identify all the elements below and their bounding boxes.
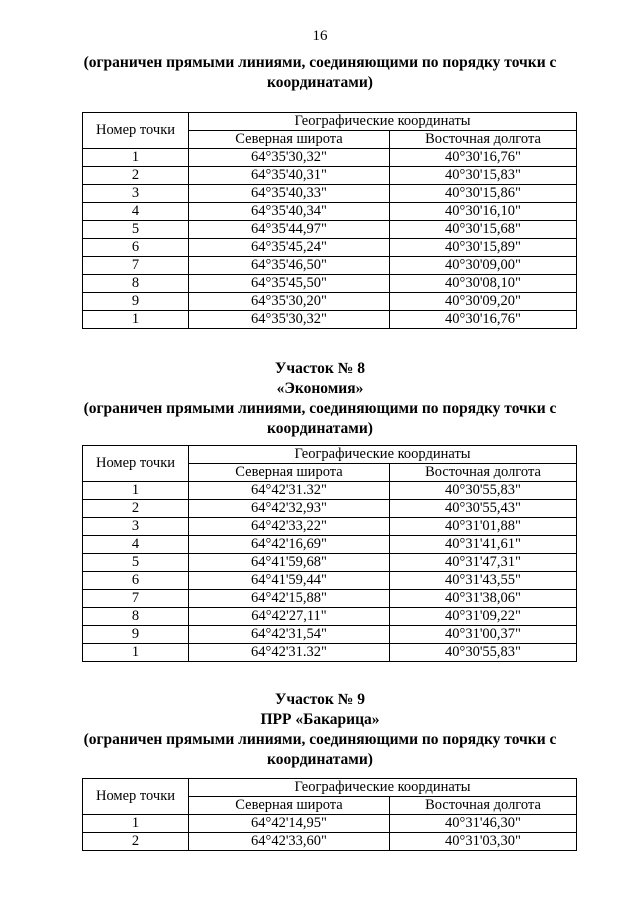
table-row — [83, 257, 577, 275]
table-row — [83, 482, 577, 500]
table-row — [83, 554, 577, 572]
caption-line: координатами) — [267, 74, 373, 91]
coordinates-table-1 — [82, 112, 577, 329]
longitude-cell: 40°30'09,00" — [390, 257, 577, 275]
table-row — [83, 221, 577, 239]
table-row — [83, 203, 577, 221]
latitude-cell: 64°35'40,33" — [189, 185, 390, 203]
table-row — [83, 500, 577, 518]
longitude-cell: 40°30'15,83" — [390, 167, 577, 185]
longitude-header: Восточная долгота — [390, 131, 577, 149]
caption-line: (ограничен прямыми линиями, соединяющими по порядку точки с — [83, 400, 557, 417]
longitude-cell: 40°31'38,06" — [390, 590, 577, 608]
section-title: Участок № 9 — [275, 691, 365, 708]
point-number-cell: 6 — [83, 239, 189, 257]
longitude-cell: 40°31'01,88" — [390, 518, 577, 536]
point-number-cell: 1 — [83, 815, 189, 833]
point-number-cell: 5 — [83, 554, 189, 572]
longitude-cell: 40°30'16,10" — [390, 203, 577, 221]
point-number-cell: 1 — [83, 149, 189, 167]
table-row — [83, 815, 577, 833]
table-row — [83, 311, 577, 329]
point-number-cell: 5 — [83, 221, 189, 239]
longitude-cell: 40°30'16,76" — [390, 311, 577, 329]
table-row — [83, 185, 577, 203]
table-row — [83, 608, 577, 626]
section-title: Участок № 8 — [275, 360, 365, 377]
point-number-cell: 9 — [83, 626, 189, 644]
latitude-cell: 64°42'16,69" — [189, 536, 390, 554]
longitude-cell: 40°30'55,83" — [390, 644, 577, 662]
point-number-cell: 2 — [83, 833, 189, 851]
latitude-cell: 64°35'45,24" — [189, 239, 390, 257]
longitude-cell: 40°31'43,55" — [390, 572, 577, 590]
latitude-cell: 64°42'31,54" — [189, 626, 390, 644]
latitude-cell: 64°42'33,60" — [189, 833, 390, 851]
caption-line: (ограничен прямыми линиями, соединяющими по порядку точки с — [83, 54, 557, 71]
table-row — [83, 644, 577, 662]
table-row — [83, 833, 577, 851]
section-subtitle: «Экономия» — [276, 380, 364, 397]
table-row — [83, 275, 577, 293]
latitude-cell: 64°35'45,50" — [189, 275, 390, 293]
section-9-heading — [0, 690, 640, 770]
latitude-cell: 64°35'40,31" — [189, 167, 390, 185]
table-row — [83, 149, 577, 167]
longitude-cell: 40°30'08,10" — [390, 275, 577, 293]
latitude-cell: 64°42'15,88" — [189, 590, 390, 608]
longitude-cell: 40°30'09,20" — [390, 293, 577, 311]
point-number-cell: 1 — [83, 644, 189, 662]
caption-line: (ограничен прямыми линиями, соединяющими по порядку точки с — [83, 731, 557, 748]
point-number-cell: 2 — [83, 167, 189, 185]
latitude-cell: 64°35'40,34" — [189, 203, 390, 221]
latitude-header: Северная широта — [189, 797, 390, 815]
table-row — [83, 626, 577, 644]
latitude-cell: 64°41'59,44" — [189, 572, 390, 590]
longitude-cell: 40°31'41,61" — [390, 536, 577, 554]
geo-coords-header: Географические координаты — [189, 446, 577, 464]
point-number-cell: 2 — [83, 500, 189, 518]
latitude-cell: 64°35'46,50" — [189, 257, 390, 275]
longitude-cell: 40°30'15,89" — [390, 239, 577, 257]
point-number-cell: 1 — [83, 311, 189, 329]
point-number-cell: 8 — [83, 275, 189, 293]
coordinates-table-9 — [82, 778, 577, 851]
section-8-heading — [0, 359, 640, 439]
table-row — [83, 536, 577, 554]
top-caption — [0, 53, 640, 93]
table-row — [83, 518, 577, 536]
longitude-cell: 40°30'55,83" — [390, 482, 577, 500]
point-number-header: Номер точки — [83, 113, 189, 149]
point-number-header: Номер точки — [83, 779, 189, 815]
latitude-cell: 64°35'44,97" — [189, 221, 390, 239]
point-number-cell: 4 — [83, 536, 189, 554]
page-number: 16 — [312, 28, 328, 44]
latitude-cell: 64°42'27,11" — [189, 608, 390, 626]
point-number-cell: 9 — [83, 293, 189, 311]
longitude-cell: 40°30'15,68" — [390, 221, 577, 239]
point-number-cell: 1 — [83, 482, 189, 500]
coordinates-table-8 — [82, 445, 577, 662]
caption-line: координатами) — [267, 420, 373, 437]
point-number-cell: 6 — [83, 572, 189, 590]
latitude-cell: 64°35'30,32" — [189, 311, 390, 329]
longitude-cell: 40°31'00,37" — [390, 626, 577, 644]
section-subtitle: ПРР «Бакарица» — [260, 711, 380, 728]
longitude-cell: 40°30'55,43" — [390, 500, 577, 518]
latitude-cell: 64°42'33,22" — [189, 518, 390, 536]
longitude-cell: 40°31'47,31" — [390, 554, 577, 572]
table-row — [83, 167, 577, 185]
point-number-cell: 3 — [83, 185, 189, 203]
longitude-header: Восточная долгота — [390, 797, 577, 815]
point-number-cell: 4 — [83, 203, 189, 221]
geo-coords-header: Географические координаты — [189, 779, 577, 797]
table-row — [83, 293, 577, 311]
latitude-cell: 64°42'14,95" — [189, 815, 390, 833]
longitude-cell: 40°30'15,86" — [390, 185, 577, 203]
longitude-cell: 40°30'16,76" — [390, 149, 577, 167]
longitude-cell: 40°31'46,30" — [390, 815, 577, 833]
point-number-cell: 8 — [83, 608, 189, 626]
point-number-cell: 7 — [83, 257, 189, 275]
longitude-cell: 40°31'03,30" — [390, 833, 577, 851]
table-row — [83, 572, 577, 590]
table-row — [83, 239, 577, 257]
latitude-cell: 64°42'31.32" — [189, 482, 390, 500]
latitude-cell: 64°35'30,20" — [189, 293, 390, 311]
latitude-header: Северная широта — [189, 464, 390, 482]
latitude-cell: 64°42'31.32" — [189, 644, 390, 662]
latitude-cell: 64°35'30,32" — [189, 149, 390, 167]
latitude-cell: 64°42'32,93" — [189, 500, 390, 518]
latitude-cell: 64°41'59,68" — [189, 554, 390, 572]
geo-coords-header: Географические координаты — [189, 113, 577, 131]
longitude-cell: 40°31'09,22" — [390, 608, 577, 626]
point-number-header: Номер точки — [83, 446, 189, 482]
latitude-header: Северная широта — [189, 131, 390, 149]
table-row — [83, 590, 577, 608]
longitude-header: Восточная долгота — [390, 464, 577, 482]
caption-line: координатами) — [267, 751, 373, 768]
point-number-cell: 3 — [83, 518, 189, 536]
point-number-cell: 7 — [83, 590, 189, 608]
